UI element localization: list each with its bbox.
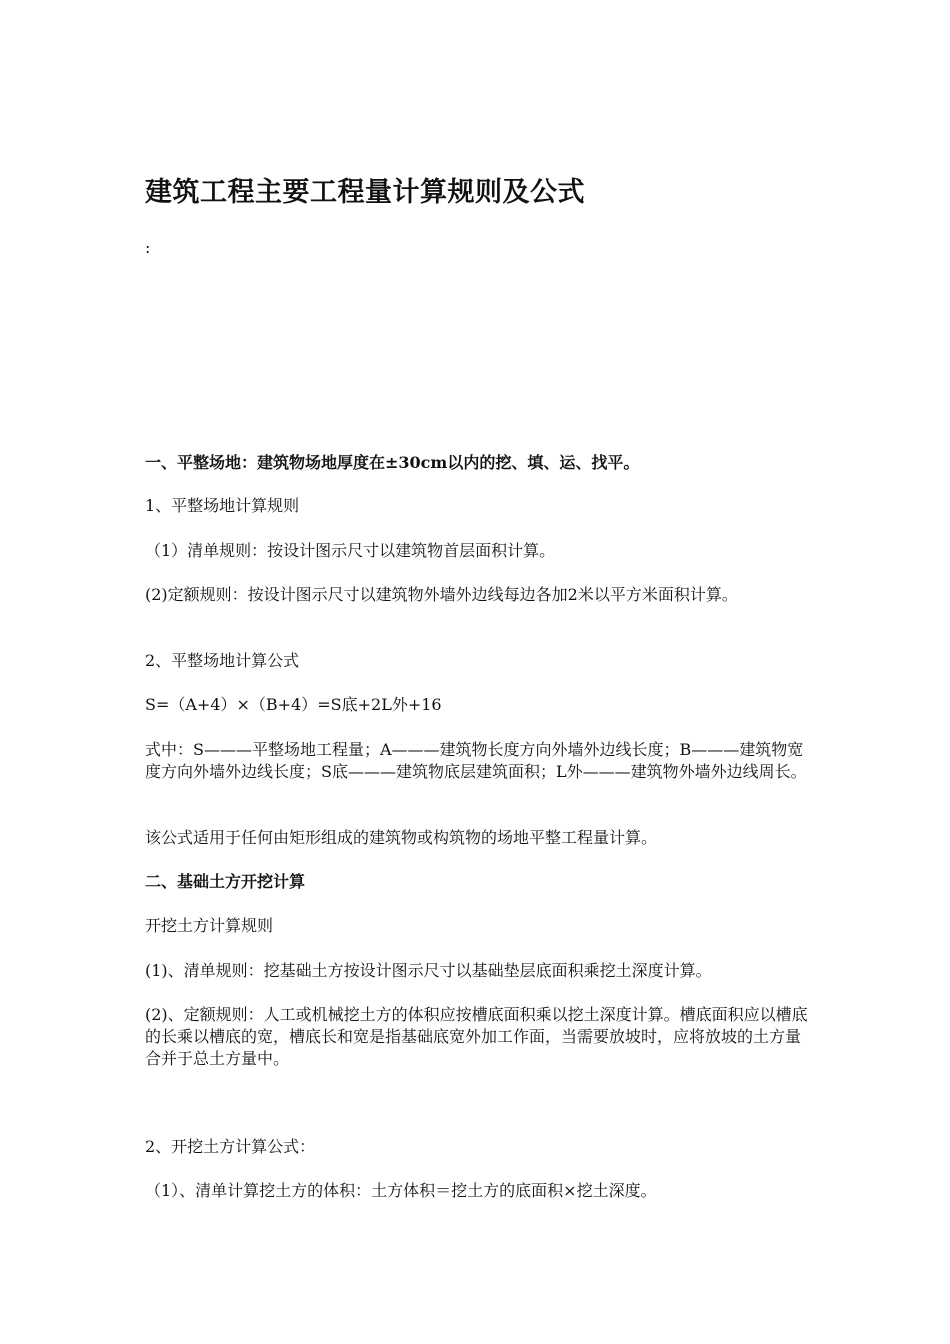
paragraph-formula-scope: 该公式适用于任何由矩形组成的建筑物或构筑物的场地平整工程量计算。 — [145, 828, 658, 847]
formula-leveling: S=（A+4）×（B+4）=S底+2L外+16 — [145, 695, 442, 714]
paragraph-formula-legend: 式中：S———平整场地工程量；A———建筑物长度方向外墙外边线长度；B———建筑物宽度方向外墙外边线长度；S底———建筑物底层建筑面积；L外———建筑物外墙外边线周长。 — [145, 740, 807, 781]
paragraph-quota-rule: (2)定额规则：按设计图示尺寸以建筑物外墙外边线每边各加2米以平方米面积计算。 — [145, 585, 738, 604]
document-title: 建筑工程主要工程量计算规则及公式 — [145, 177, 585, 208]
section-heading-excavation: 二、基础土方开挖计算 — [145, 872, 306, 891]
subheading-excavation-formula: 2、开挖土方计算公式： — [145, 1137, 316, 1156]
subheading-leveling-rules: 1、平整场地计算规则 — [145, 496, 300, 515]
subheading-excavation-rules: 开挖土方计算规则 — [145, 916, 274, 935]
paragraph-list-rule: （1）清单规则：按设计图示尺寸以建筑物首层面积计算。 — [145, 541, 556, 560]
subheading-leveling-formula: 2、平整场地计算公式 — [145, 651, 300, 670]
colon-mark: : — [145, 238, 151, 257]
paragraph-excavation-volume: （1）、清单计算挖土方的体积：土方体积＝挖土方的底面积×挖土深度。 — [145, 1181, 657, 1200]
paragraph-excavation-list-rule: (1)、清单规则：挖基础土方按设计图示尺寸以基础垫层底面积乘挖土深度计算。 — [145, 961, 712, 980]
paragraph-excavation-quota-rule: (2)、定额规则：人工或机械挖土方的体积应按槽底面积乘以挖土深度计算。槽底面积应以槽底的长乘以槽底的宽，槽底长和宽是指基础底宽外加工作面，当需要放坡时，应将放坡的土方量合并于总土方量中。 — [145, 1005, 808, 1068]
section-heading-site-leveling: 一、平整场地：建筑物场地厚度在±30cm以内的挖、填、运、找平。 — [145, 453, 640, 472]
